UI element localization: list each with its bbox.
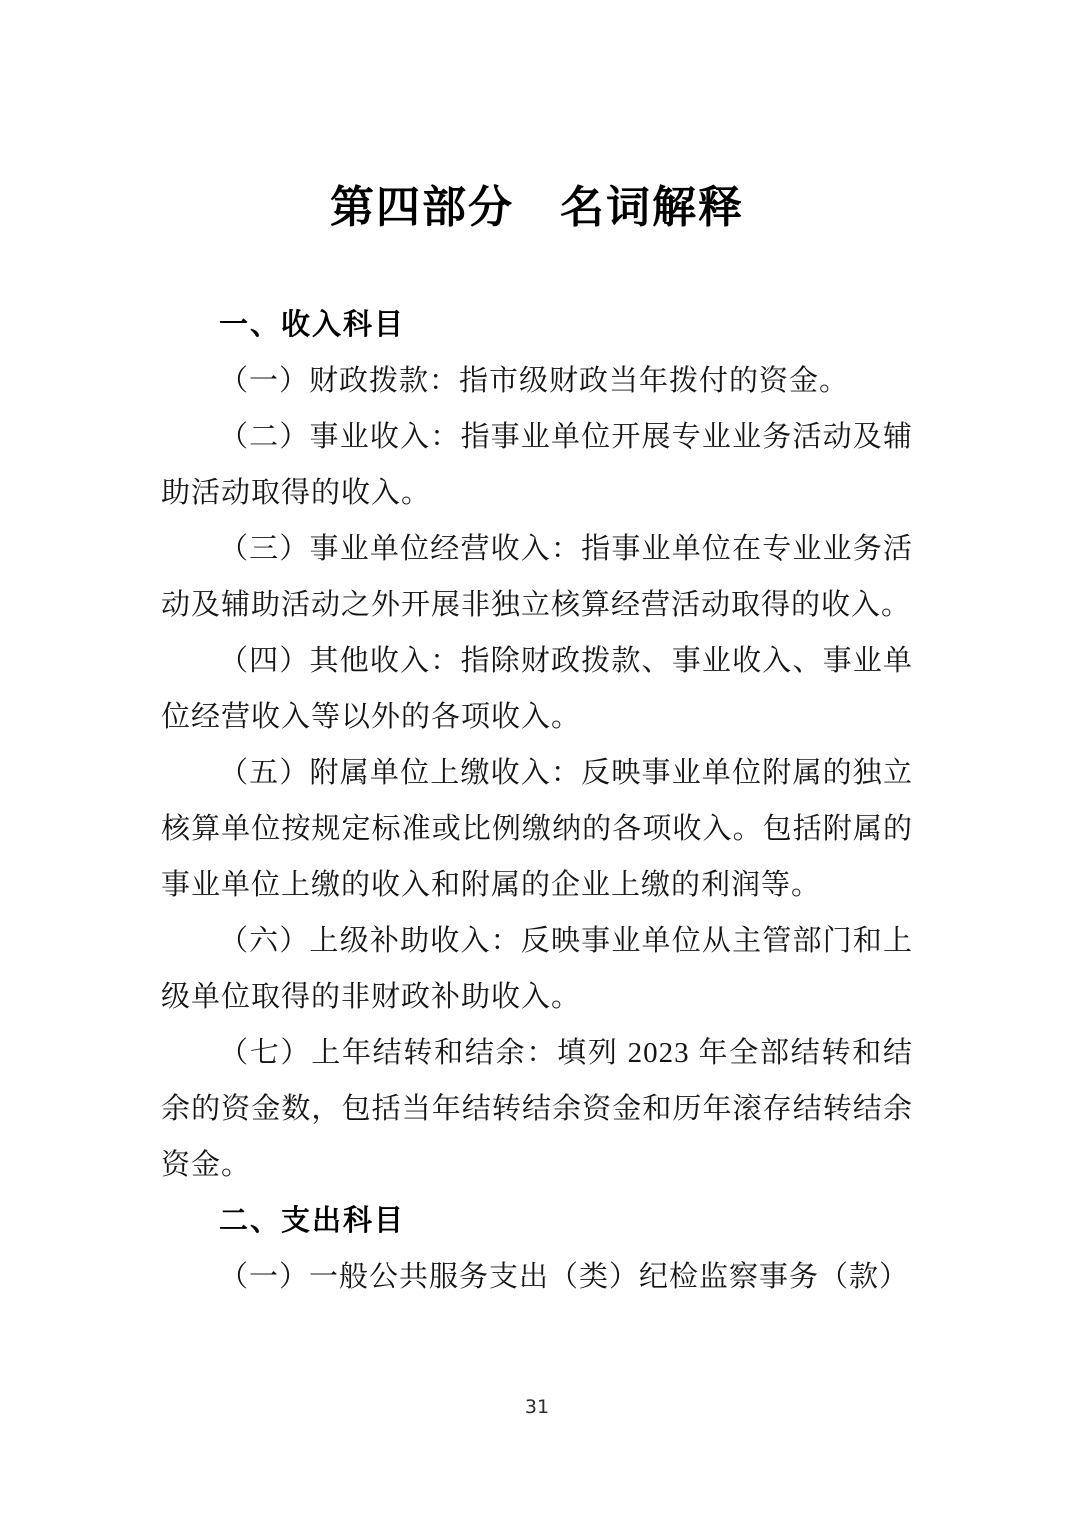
paragraph-subsidiary-remitted-income: （五）附属单位上缴收入：反映事业单位附属的独立核算单位按规定标准或比例缴纳的各项收入。包括附属的事业单位上缴的收入和附属的企业上缴的利润等。 (161, 757, 913, 901)
section-heading-expenditure: 二、支出科目 (219, 1205, 406, 1237)
paragraph-superior-subsidy-income: （六）上级补助收入：反映事业单位从主管部门和上级单位取得的非财政补助收入。 (161, 925, 913, 1013)
document-title: 第四部分 名词解释 (330, 183, 744, 232)
paragraph-operating-income: （二）事业收入：指事业单位开展专业业务活动及辅助活动取得的收入。 (161, 421, 913, 509)
paragraph-carryover-surplus: （七）上年结转和结余：填列 2023 年全部结转和结余的资金数，包括当年结转结余资金和历年滚存结转结余资金。 (161, 1037, 913, 1181)
paragraph-business-operating-income: （三）事业单位经营收入：指事业单位在专业业务活动及辅助活动之外开展非独立核算经营活动取得的收入。 (161, 533, 913, 621)
paragraph-fiscal-appropriation: （一）财政拨款：指市级财政当年拨付的资金。 (219, 365, 850, 397)
paragraph-other-income: （四）其他收入：指除财政拨款、事业收入、事业单位经营收入等以外的各项收入。 (161, 645, 913, 733)
page-number: 31 (524, 1396, 550, 1418)
paragraph-general-public-service-expenditure: （一）一般公共服务支出（类）纪检监察事务（款） (219, 1261, 910, 1293)
section-heading-income: 一、收入科目 (219, 309, 406, 341)
document-body (161, 297, 913, 1305)
